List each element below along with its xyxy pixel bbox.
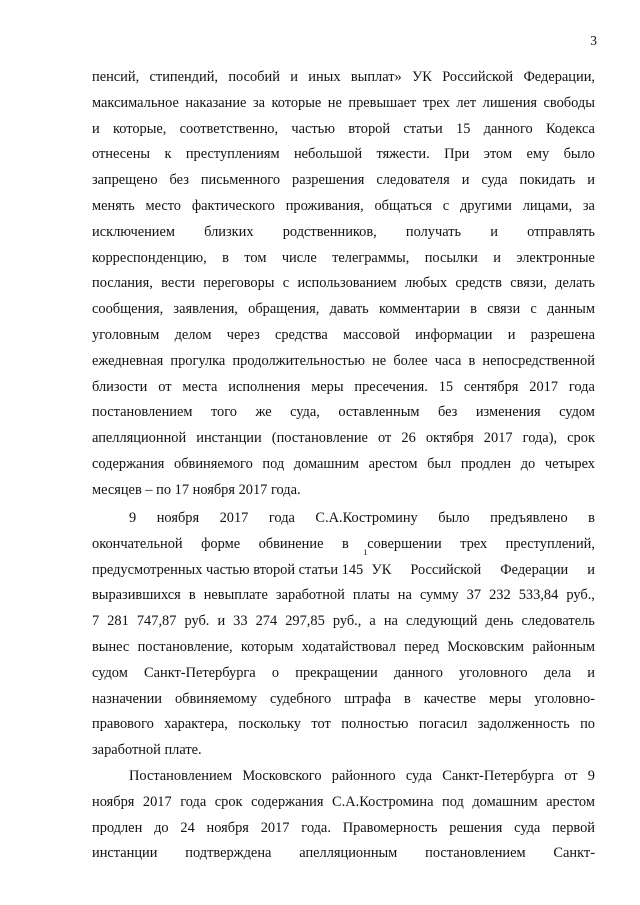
text-word: разрешения	[292, 172, 365, 189]
text-word: и	[217, 613, 226, 630]
text-word: было	[438, 510, 470, 526]
text-word: правового	[92, 716, 154, 733]
text-word: в	[468, 352, 476, 369]
text-word: решения	[449, 819, 503, 836]
text-word: непосредственной	[482, 352, 595, 369]
text-word: данного	[393, 664, 443, 681]
text-word: ему	[526, 146, 550, 163]
text-word: характера,	[164, 716, 228, 733]
text-word: инстанции	[196, 430, 262, 447]
text-line	[92, 764, 595, 790]
text-word: не	[327, 94, 342, 111]
text-word: более	[393, 352, 428, 369]
text-word: года),	[522, 430, 558, 447]
text-word: лишения	[482, 94, 538, 111]
text-word: переговоры	[203, 275, 275, 292]
text-line	[92, 712, 595, 738]
text-word: перед	[404, 638, 439, 655]
text-word: постановление,	[137, 638, 233, 655]
text-segment	[368, 558, 595, 584]
text-word: 15	[438, 378, 454, 395]
text-line	[92, 452, 595, 478]
text-word: октября	[425, 430, 474, 447]
text-word: и	[92, 120, 100, 137]
text-word: окончательной	[92, 535, 183, 552]
text-word: года	[268, 510, 295, 526]
text-word: Федерации,	[523, 69, 595, 85]
text-word: уголовного	[459, 664, 528, 681]
text-word: форме	[201, 535, 241, 552]
text-line	[92, 349, 595, 375]
text-word: продолжительностью	[232, 352, 365, 369]
text-word: место	[145, 197, 182, 214]
page-number: 3	[590, 33, 597, 48]
text-line	[92, 816, 595, 842]
text-word: вынес	[92, 638, 130, 655]
text-word: и	[490, 223, 498, 240]
text-word: информации	[415, 326, 493, 343]
text-line	[92, 583, 595, 609]
text-word: за	[582, 197, 595, 214]
text-word: на	[397, 587, 412, 604]
text-word: суда,	[290, 404, 320, 421]
text-word: давать	[329, 301, 369, 318]
text-word: 747,87	[136, 613, 177, 630]
text-word: другими	[459, 197, 512, 214]
text-word: иных	[308, 69, 341, 85]
text-word: ежедневная	[92, 352, 164, 369]
text-word: первой	[552, 819, 595, 836]
text-word: корреспонденцию,	[92, 249, 207, 266]
text-line	[92, 609, 595, 635]
text-word: срок	[214, 793, 243, 810]
text-word: отправлять	[527, 223, 595, 240]
text-word: районным	[532, 638, 595, 655]
text-word: отнесены	[92, 146, 151, 163]
text-word: небольшой	[293, 146, 363, 163]
text-word: использованием	[297, 275, 397, 292]
text-word: уголовно-	[534, 690, 595, 707]
text-word: Российской	[442, 69, 514, 85]
text-word: 2017	[142, 793, 172, 810]
text-word: районного	[331, 768, 396, 784]
text-word: от	[378, 430, 392, 447]
text-word: тот	[311, 716, 331, 733]
text-word: При	[444, 146, 470, 163]
text-word: содержания	[251, 793, 324, 810]
text-word: наказание	[185, 94, 247, 111]
text-word: поскольку	[238, 716, 301, 733]
text-word: Санкт-Петербурга	[144, 664, 256, 681]
text-word: до	[520, 455, 536, 472]
text-word: трех	[422, 94, 450, 111]
text-word: продлен	[460, 455, 512, 472]
text-word: 533,84	[518, 587, 559, 604]
text-word: Санкт-	[553, 845, 595, 862]
text-word: том	[244, 249, 267, 266]
text-word: дела	[543, 664, 572, 681]
text-word: проживания,	[285, 197, 364, 214]
text-line	[92, 142, 595, 168]
text-word: сообщения,	[92, 301, 164, 318]
text-word: руб.,	[332, 613, 362, 630]
text-line	[92, 220, 595, 246]
text-line	[92, 323, 595, 349]
text-word: обвиняемого	[174, 455, 253, 472]
text-word: прогулка	[170, 352, 226, 369]
text-word: электронные	[516, 249, 595, 266]
text-word: выплат»	[350, 69, 402, 85]
text-word: ноября	[92, 793, 135, 810]
paragraph-1	[92, 65, 595, 504]
text-word: которые,	[112, 120, 167, 137]
text-word: этом	[483, 146, 513, 163]
text-word: качестве	[423, 690, 477, 707]
text-segment: предусмотренных частью второй статьи 145	[92, 561, 364, 578]
text-word: С.А.Костромину	[315, 510, 418, 526]
text-word: того	[210, 404, 237, 421]
text-word: близких	[204, 223, 254, 240]
text-word: не	[372, 352, 387, 369]
text-word: 232	[489, 587, 511, 604]
text-word: стипендий,	[149, 69, 219, 85]
text-word: судом	[559, 404, 595, 421]
text-word: следующий	[405, 613, 478, 630]
text-word: оставленным	[338, 404, 420, 421]
text-line-last: месяцев – по 17 ноября 2017 года.	[92, 481, 301, 498]
text-word: меры	[311, 378, 344, 395]
text-word: было	[563, 146, 595, 163]
text-word: года	[180, 793, 207, 810]
text-word: пенсий,	[92, 69, 140, 85]
text-word: Правомерность	[342, 819, 438, 836]
text-word: сумму	[419, 587, 459, 604]
text-word: С.А.Костромина	[332, 793, 434, 810]
text-word: инстанции	[92, 845, 158, 862]
text-word: платы	[352, 587, 390, 604]
text-word: тяжести.	[376, 146, 430, 163]
text-word: менять	[92, 197, 135, 214]
text-word: средства	[274, 326, 328, 343]
text-word: продлен	[92, 819, 143, 836]
text-word: уголовным	[92, 326, 160, 343]
text-word: совершении	[367, 535, 442, 552]
text-word: послания,	[92, 275, 153, 292]
text-word: суда	[405, 768, 433, 784]
text-word: которые	[271, 94, 322, 111]
text-word: невыплате	[203, 587, 268, 604]
text-word: средств	[455, 275, 502, 292]
text-word: 2017	[483, 430, 513, 447]
text-word: о	[271, 664, 280, 681]
paragraph-3	[92, 764, 595, 867]
text-word: домашним	[472, 793, 538, 810]
text-word: УК	[412, 69, 432, 85]
text-word: УК	[371, 561, 392, 578]
text-word: комментарии	[378, 301, 460, 318]
text-word: и	[461, 172, 470, 189]
text-word: в	[403, 690, 411, 707]
text-word: 24	[180, 819, 195, 836]
text-word: от	[564, 768, 578, 784]
text-word: Московским	[447, 638, 525, 655]
text-line	[92, 65, 595, 91]
text-word: заявления,	[173, 301, 238, 318]
text-word: 2017	[260, 819, 290, 836]
text-word: вести	[161, 275, 195, 292]
text-word: близости	[92, 378, 148, 395]
text-word: трех	[460, 535, 488, 552]
text-word: обвиняемому	[174, 690, 258, 707]
text-word: апелляционной	[92, 430, 187, 447]
text-word: же	[255, 404, 272, 421]
text-word: прекращении	[295, 664, 378, 681]
text-word: без	[169, 172, 189, 189]
text-word: года.	[301, 819, 331, 836]
text-word: выразившихся	[92, 587, 181, 604]
text-word: телеграммы,	[332, 249, 410, 266]
text-word: погасил	[418, 716, 468, 733]
text-word: заработной	[275, 587, 345, 604]
text-word: превышает	[348, 94, 417, 111]
text-line	[92, 297, 595, 323]
text-word: под	[262, 455, 285, 472]
text-word: соответственно,	[179, 120, 279, 137]
text-word: свободы	[543, 94, 595, 111]
text-word: домашним	[293, 455, 360, 472]
text-word: исключением	[92, 223, 175, 240]
text-word: данного	[483, 120, 533, 137]
text-line	[92, 426, 595, 452]
article-superscript: 1	[363, 546, 368, 557]
text-word: и	[493, 249, 501, 266]
text-word: руб.,	[566, 587, 595, 604]
text-word: пресечения.	[354, 378, 428, 395]
text-word: от	[158, 378, 172, 395]
text-word: исполнения	[228, 378, 301, 395]
text-line	[92, 400, 595, 426]
text-line-last: заработной плате.	[92, 742, 202, 759]
text-word: подтверждена	[185, 845, 272, 862]
text-word: преступлениям	[185, 146, 280, 163]
text-word: обвинение	[258, 535, 324, 552]
text-word: был	[427, 455, 452, 472]
text-word: следователя	[376, 172, 450, 189]
text-word: предъявлено	[490, 510, 568, 526]
text-word: а	[369, 613, 376, 630]
text-word: назначении	[92, 690, 163, 707]
text-word: общаться	[374, 197, 432, 214]
text-word: с	[442, 197, 450, 214]
text-word: день	[485, 613, 514, 630]
text-word: срок	[567, 430, 595, 447]
text-word: запрещено	[92, 172, 158, 189]
text-word: четырех	[544, 455, 595, 472]
text-word: покидать	[519, 172, 576, 189]
text-word: штрафа	[344, 690, 391, 707]
text-word: в	[341, 535, 349, 552]
text-word: по	[580, 716, 595, 733]
text-word: Кодекса	[545, 120, 595, 137]
text-word: судом	[92, 664, 128, 681]
text-word: в	[588, 510, 595, 526]
text-line	[92, 117, 595, 143]
text-word: преступлений,	[505, 535, 595, 552]
text-word: пособий	[228, 69, 280, 85]
text-word: полностью	[341, 716, 409, 733]
text-line	[92, 841, 595, 867]
text-word: которым	[240, 638, 294, 655]
text-word: постановлением	[92, 404, 193, 421]
text-word: в	[222, 249, 229, 266]
text-word: Санкт-Петербурга	[442, 768, 554, 784]
text-word: любых	[404, 275, 448, 292]
text-line	[92, 790, 595, 816]
text-word: разрешена	[530, 326, 595, 343]
text-word: второй	[348, 120, 391, 137]
text-word: числе	[281, 249, 317, 266]
text-word: часа	[434, 352, 462, 369]
text-word: Федерации	[500, 561, 569, 578]
text-word: обращения,	[248, 301, 320, 318]
text-word: судебного	[270, 690, 332, 707]
text-word: 26	[401, 430, 416, 447]
text-word: частью	[291, 120, 335, 137]
text-word: с	[530, 301, 537, 318]
text-word: задолженность	[477, 716, 570, 733]
text-line	[92, 687, 595, 713]
text-line	[92, 168, 595, 194]
text-word: следователь	[521, 613, 595, 630]
text-line	[92, 506, 595, 532]
text-word: года	[568, 378, 595, 395]
text-word: и	[507, 326, 516, 343]
text-word: письменного	[200, 172, 281, 189]
text-word: без	[437, 404, 458, 421]
text-word: лет	[456, 94, 477, 111]
text-word: в	[188, 587, 196, 604]
text-word: делать	[555, 275, 595, 292]
text-word: массовой	[342, 326, 400, 343]
text-word: Московского	[242, 768, 322, 784]
text-word: 274	[255, 613, 278, 630]
text-word: родственников,	[282, 223, 377, 240]
text-word: 9	[129, 510, 137, 526]
text-word: 2017	[529, 378, 559, 395]
text-word: за	[252, 94, 266, 111]
text-word: к	[164, 146, 172, 163]
text-word: и	[587, 664, 595, 681]
text-word: лицами,	[522, 197, 573, 214]
text-word: 33	[233, 613, 248, 630]
text-word: связи	[487, 301, 521, 318]
text-word: 7	[92, 613, 100, 630]
text-line-with-superscript	[92, 546, 595, 584]
text-line	[92, 532, 595, 558]
text-line	[92, 375, 595, 401]
text-word: сентября	[463, 378, 519, 395]
text-word: 281	[107, 613, 129, 630]
text-word: (постановление	[271, 430, 368, 447]
text-word: делом	[174, 326, 212, 343]
text-word: статьи	[403, 120, 443, 137]
text-word: суда	[481, 172, 508, 189]
text-line	[92, 271, 595, 297]
text-word: фактического	[191, 197, 275, 214]
text-word: на	[383, 613, 398, 630]
text-line	[92, 661, 595, 687]
text-word: 37	[466, 587, 482, 604]
text-word: места	[182, 378, 218, 395]
text-word: посылки	[424, 249, 478, 266]
text-word: в	[470, 301, 477, 318]
text-word: под	[442, 793, 464, 810]
text-word: ходатайствовал	[301, 638, 396, 655]
text-word: до	[154, 819, 169, 836]
text-word: арестом	[546, 793, 595, 810]
text-word: апелляционным	[299, 845, 398, 862]
text-line	[92, 246, 595, 272]
text-word: ноября	[156, 510, 200, 526]
text-word: данным	[547, 301, 595, 318]
text-word: 9	[587, 768, 595, 784]
text-word: через	[226, 326, 260, 343]
text-word: 2017	[219, 510, 249, 526]
text-word: и	[587, 561, 595, 578]
text-word: меры	[489, 690, 522, 707]
text-word: 297,85	[285, 613, 325, 630]
text-word: изменения	[475, 404, 541, 421]
text-word: Российской	[410, 561, 482, 578]
text-word: суда	[514, 819, 541, 836]
text-word: ноября	[206, 819, 249, 836]
text-word: содержания	[92, 455, 165, 472]
text-word: арестом	[368, 455, 418, 472]
text-word: 15	[456, 120, 471, 137]
text-word: и	[587, 172, 595, 189]
text-line	[92, 91, 595, 117]
text-word: получать	[405, 223, 462, 240]
text-word: максимальное	[92, 94, 179, 111]
paragraph-2	[92, 506, 595, 764]
text-word: связи,	[510, 275, 547, 292]
text-word: руб.	[184, 613, 210, 630]
text-word: Постановлением	[129, 768, 233, 784]
text-word: с	[282, 275, 290, 292]
text-word: постановлением	[425, 845, 526, 862]
text-line	[92, 635, 595, 661]
text-line	[92, 194, 595, 220]
text-word: и	[290, 69, 298, 85]
